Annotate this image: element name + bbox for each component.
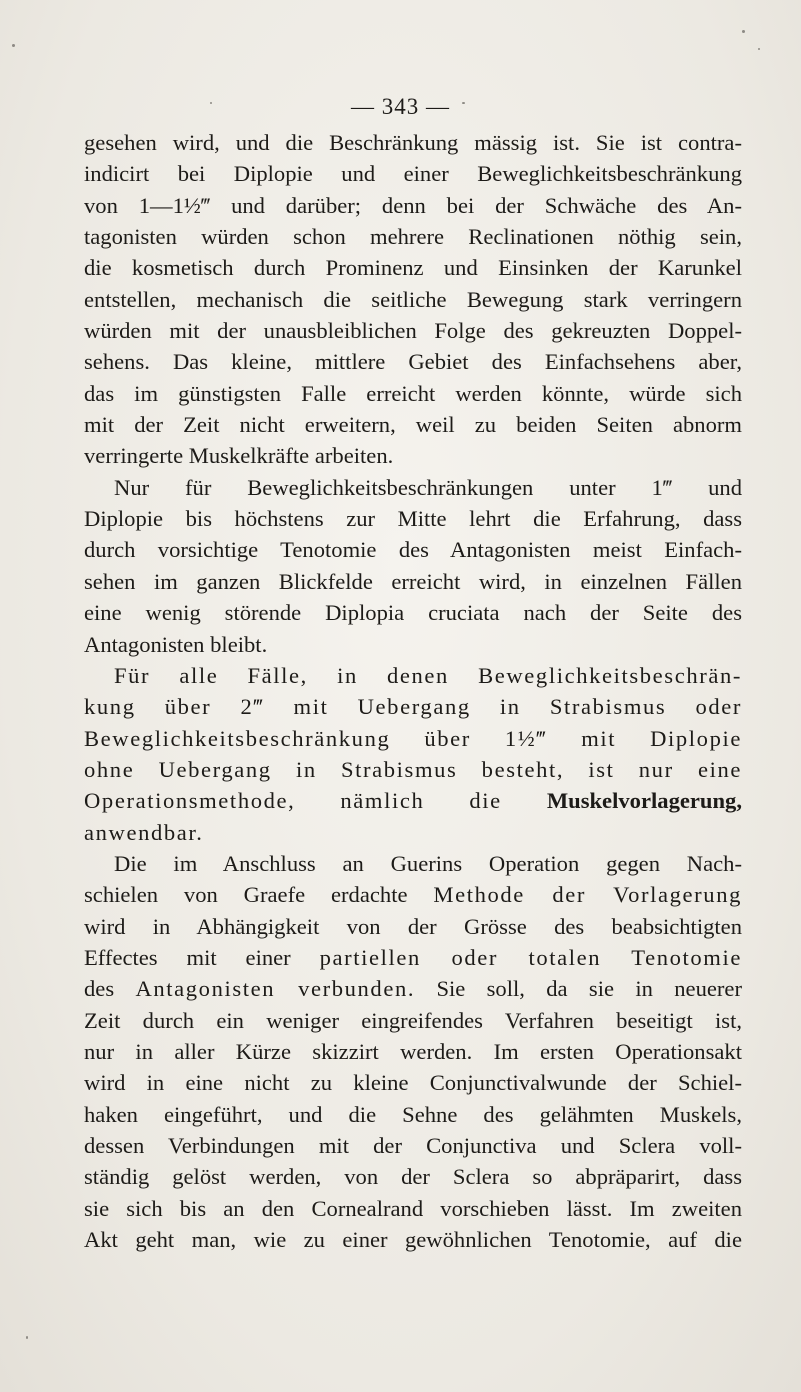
- text-line: anwendbar.: [84, 819, 204, 845]
- text-line: sehens. Das kleine, mittlere Gebiet des Einfachsehens aber,: [84, 349, 742, 375]
- text-line: mit der Zeit nicht erweitern, weil zu beiden Seiten abnorm: [84, 412, 742, 438]
- text-line: ohne Uebergang in Strabismus besteht, ist nur eine: [84, 756, 742, 782]
- text-line: eine wenig störende Diplopia cruciata nach der Seite des: [84, 600, 742, 626]
- text-line: ständig gelöst werden, von der Sclera so abpräparirt, dass: [84, 1164, 742, 1190]
- text-line: sie sich bis an den Cornealrand vorschieben lässt. Im zweiten: [84, 1195, 742, 1221]
- spaced-term: partiellen oder totalen Tenotomie: [319, 944, 742, 970]
- text-line: Zeit durch ein weniger eingreifendes Verfahren beseitigt ist,: [84, 1007, 742, 1033]
- text-line: dessen Verbindungen mit der Conjunctiva und Sclera voll-: [84, 1133, 742, 1158]
- text-fragment: Operationsmethode, nämlich die: [84, 788, 502, 814]
- text-line: das im günstigsten Falle erreicht werden könnte, würde sich: [84, 380, 742, 406]
- scan-speck: [742, 30, 745, 33]
- text-line: [84, 785, 742, 816]
- text-line: Akt geht man, wie zu einer gewöhnlichen Tenotomie, auf die: [84, 1227, 742, 1253]
- scan-speck: [26, 1336, 28, 1339]
- text-line: tagonisten würden schon mehrere Reclinationen nöthig sein,: [84, 224, 742, 250]
- text-line: würden mit der unausbleiblichen Folge des gekreuzten Doppel-: [84, 318, 742, 344]
- page-number: — 343 —: [351, 94, 450, 119]
- text-line: von 1—1½‴ und darüber; denn bei der Schwäche des An-: [84, 192, 742, 218]
- text-line: gesehen wird, und die Beschränkung mässig ist. Sie ist contra-: [84, 130, 742, 155]
- text-line: indicirt bei Diplopie und einer Beweglichkeitsbeschränkung: [84, 161, 742, 187]
- text-line: sehen im ganzen Blickfelde erreicht wird, in einzelnen Fällen: [84, 568, 742, 594]
- text-line: Diplopie bis höchstens zur Mitte lehrt die Erfahrung, dass: [84, 506, 742, 532]
- text-line: verringerte Muskelkräfte arbeiten.: [84, 443, 394, 469]
- text-line: [84, 879, 742, 910]
- text-line: Die im Anschluss an Guerins Operation gegen Nach-: [114, 850, 742, 876]
- spaced-term: Methode der Vorlagerung: [433, 882, 742, 908]
- scan-speck: [210, 102, 212, 104]
- text-fragment: Sie soll, da sie in neuerer: [436, 976, 742, 1002]
- text-line: durch vorsichtige Tenotomie des Antagonisten meist Einfach-: [84, 537, 742, 563]
- text-line: haken eingeführt, und die Sehne des gelähmten Muskels,: [84, 1101, 742, 1127]
- text-line: wird in Abhängigkeit von der Grösse des beabsichtigten: [84, 913, 742, 939]
- text-line: Antagonisten bleibt.: [84, 631, 268, 657]
- scan-speck: [758, 48, 760, 50]
- text-line: Beweglichkeitsbeschränkung über 1½‴ mit Diplopie: [84, 725, 742, 751]
- text-line: [84, 973, 742, 1004]
- body-text: [84, 127, 742, 1255]
- scan-speck: [462, 102, 465, 104]
- text-fragment: des: [84, 976, 115, 1002]
- text-line: kung über 2‴ mit Uebergang in Strabismus oder: [84, 694, 742, 720]
- text-line: Für alle Fälle, in denen Beweglichkeitsbeschrän-: [114, 662, 742, 688]
- text-line: die kosmetisch durch Prominenz und Einsinken der Karunkel: [84, 255, 742, 281]
- text-line: nur in aller Kürze skizzirt werden. Im ersten Operationsakt: [84, 1038, 742, 1064]
- scan-speck: [12, 44, 15, 47]
- text-line: entstellen, mechanisch die seitliche Bewegung stark verringern: [84, 286, 742, 312]
- text-line: wird in eine nicht zu kleine Conjunctivalwunde der Schiel-: [84, 1070, 742, 1096]
- text-fragment: Effectes mit einer: [84, 944, 291, 970]
- text-line: Nur für Beweglichkeitsbeschränkungen unter 1‴ und: [114, 474, 742, 500]
- spaced-term: Antagonisten verbunden.: [135, 976, 416, 1002]
- text-line: [84, 942, 742, 973]
- text-fragment: schielen von Graefe erdachte: [84, 882, 408, 908]
- bold-term: Muskelvorlagerung,: [546, 788, 742, 814]
